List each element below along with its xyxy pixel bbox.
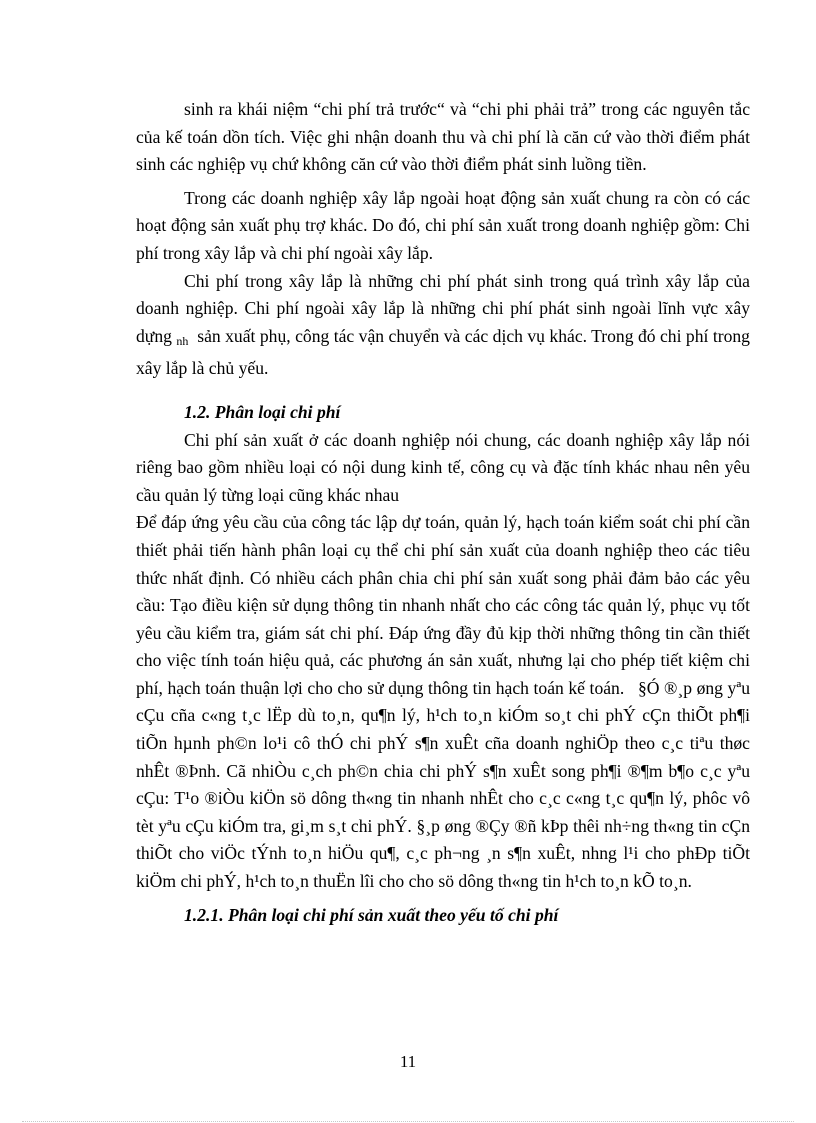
paragraph-accrual: sinh ra khái niệm “chi phí trả trước“ và “chi phi phải trả” trong các nguyên tắc của kế toán dồn tích. Việc ghi nhận doanh thu và chi phí là căn cứ vào thời điểm phát sinh các nghiệp vụ chứ không căn cứ vào thời điểm phát sinh luồng tiền. — [136, 99, 750, 175]
paragraph-construction-costs: Trong các doanh nghiệp xây lắp ngoài hoạt động sản xuất chung ra còn có các hoạt động sản xuất phụ trợ khác. Do đó, chi phí sản xuất trong doanh nghiệp gồm: Chi phí trong xây lắp và chi phí ngoài xây lắp. — [136, 187, 750, 263]
body-text — [136, 96, 750, 929]
paragraph-classification-requirements — [136, 509, 750, 895]
paragraph-cost-types-part1: Chi phí trong xây lắp là những chi phí phát sinh trong quá trình xây lắp của doanh nghiệp. Chi phí ngoài xây lắp là những chi phí phát sinh ngoài lĩnh vực xây dựng — [136, 270, 750, 346]
subscript-fragment: nh — [176, 333, 189, 348]
paragraph-cost-composition: Chi phí sản xuất ở các doanh nghiệp nói chung, các doanh nghiệp xây lắp nói riêng bao gồm nhiều loại có nội dung kinh tế, công cụ và đặc tính khác nhau nên yêu cầu quản lý từng loại cũng khác nhau — [136, 429, 750, 505]
page-number: 11 — [399, 1052, 417, 1071]
paragraph-legacy-encoded-part: §Ó ®¸p øng yªu cÇu cña c«ng t¸c lËp dù to¸n, qu¶n lý, h¹ch to¸n kiÓm so¸t chi phÝ cÇn thiÕt ph¶i tiÕn hµnh ph©n lo¹i cô thÓ chi phÝ s¶n xuÊt cña doanh nghiÖp theo c¸c tiªu thøc nhÊt ®Þnh. Cã nhiÒu c¸ch ph©n chia chi phÝ s¶n xuÊt song ph¶i ®¶m b¶o c¸c yªu cÇu: T¹o ®iÒu kiÖn sö dông th«ng tin nhanh nhÊt cho c¸c c«ng t¸c qu¶n lý, phôc vô tèt yªu cÇu kiÓm tra, gi¸m s¸t chi phÝ. §¸p øng ®Çy ®ñ kÞp thêi nh÷ng th«ng tin cÇn thiÕt cho viÖc tÝnh to¸n hiÖu qu¶, c¸c ph¬ng ¸n s¶n xuÊt, nhng l¹i cho phÐp tiÕt kiÖm chi phÝ, h¹ch to¸n thuËn lîi cho cho sö dông th«ng tin h¹ch to¸n kÕ to¸n. — [136, 677, 750, 892]
paragraph-cost-types-part2: sản xuất phụ, công tác vận chuyển và các dịch vụ khác. Trong đó chi phí trong xây lắp là chủ yếu. — [136, 325, 750, 379]
page-bottom-divider — [22, 1121, 794, 1122]
paragraph-unicode-part: Để đáp ứng yêu cầu của công tác lập dự toán, quản lý, hạch toán kiểm soát chi phí cần thiết phải tiến hành phân loại cụ thể chi phí sản xuất của doanh nghiệp theo các tiêu thức nhất định. Có nhiều cách phân chia chi phí sản xuất song phải đảm bảo các yêu cầu: Tạo điều kiện sử dụng thông tin nhanh nhất cho các công tác quản lý, phục vụ tốt yêu cầu kiểm tra, giám sát chi phí. Đáp ứng đầy đủ kịp thời những thông tin cần thiết cho việc tính toán hiệu quả, các phương án sản xuất, nhưng lại cho phép tiết kiệm chi phí, hạch toán thuận lợi cho cho sử dụng thông tin hạch toán kế toán. — [136, 512, 750, 698]
subsection-heading-cost-elements: 1.2.1. Phân loại chi phí sản xuất theo yếu tố chi phí — [184, 904, 559, 925]
paragraph-cost-types — [136, 268, 750, 383]
section-heading-cost-classification: 1.2. Phân loại chi phí — [184, 401, 341, 422]
